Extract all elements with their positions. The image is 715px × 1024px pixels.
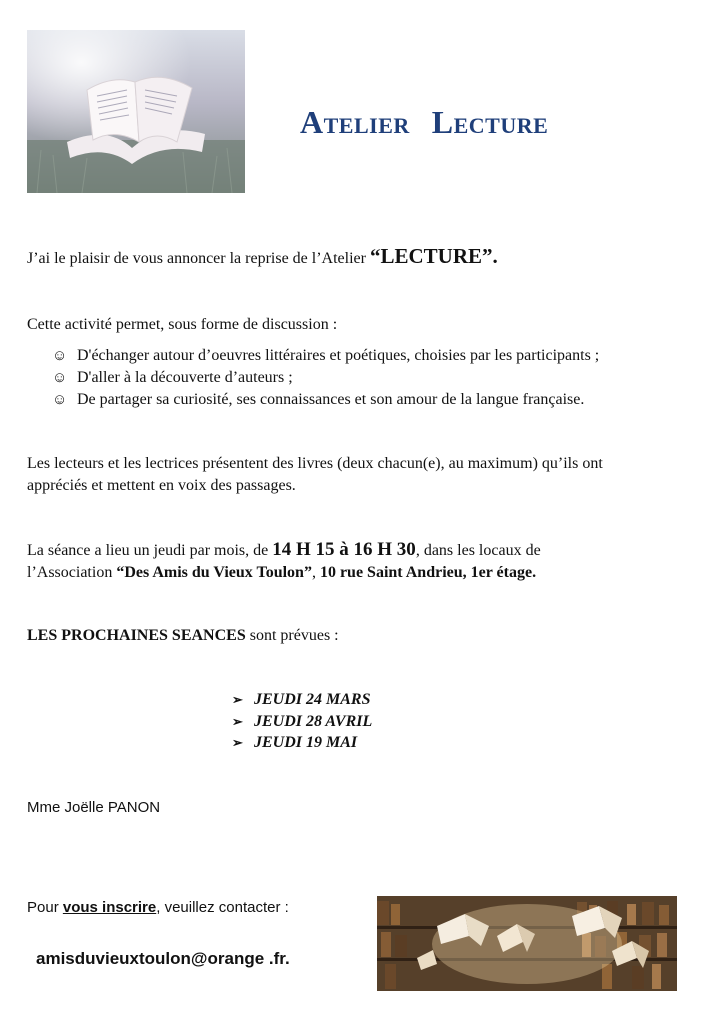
signature: Mme Joëlle PANON	[27, 799, 161, 816]
page-title	[300, 104, 548, 141]
activity-list	[52, 345, 599, 411]
flying-books-photo	[377, 896, 677, 991]
register-prefix: Pour	[27, 899, 63, 916]
list-item	[52, 389, 599, 411]
title-word-atelier: Atelier	[300, 104, 410, 140]
list-item	[232, 711, 372, 733]
session-date: JEUDI 19 MAI	[254, 734, 358, 751]
arrow-icon: ➢	[232, 713, 243, 729]
session-date: JEUDI 28 AVRIL	[254, 712, 373, 730]
contact-email[interactable]: amisduvieuxtoulon@orange .fr.	[36, 949, 290, 968]
session-time: 14 H 15 à 16 H 30	[272, 539, 416, 560]
association-name: “Des Amis du Vieux Toulon”	[116, 564, 312, 581]
register-suffix: , veuillez contacter :	[156, 899, 289, 916]
session-paragraph	[27, 539, 541, 584]
readers-line-2: appréciés et mettent en voix des passages.	[27, 477, 296, 494]
activity-intro: Cette activité permet, sous forme de discussion :	[27, 316, 338, 333]
arrow-icon: ➢	[232, 692, 243, 707]
session-text: , dans les locaux de	[415, 542, 541, 559]
list-item-text: D'aller à la découverte d’auteurs ;	[77, 369, 293, 386]
readers-line-1: Les lecteurs et les lectrices présentent des livres (deux chacun(e), au maximum) qu’ils ont	[27, 455, 603, 472]
register-link[interactable]: vous inscrire	[62, 899, 157, 916]
intro-paragraph	[27, 245, 498, 270]
next-sessions-label: LES PROCHAINES SEANCES	[27, 627, 246, 644]
next-sessions-suffix: sont prévues :	[245, 627, 339, 644]
session-line-1	[27, 539, 541, 562]
open-book-photo	[27, 30, 245, 193]
list-item	[52, 367, 599, 389]
session-text: l’Association	[27, 564, 117, 581]
list-item	[232, 689, 372, 711]
session-text: La séance a lieu un jeudi par mois, de	[27, 542, 273, 559]
title-word-lecture: Lecture	[431, 104, 549, 140]
smiley-icon: ☺	[52, 348, 68, 364]
register-line	[27, 899, 289, 916]
list-item-text: De partager sa curiosité, ses connaissances et son amour de la langue française.	[77, 391, 585, 408]
arrow-icon: ➢	[232, 735, 243, 750]
session-date: JEUDI 24 MARS	[254, 691, 371, 708]
library-illustration	[377, 896, 677, 991]
association-address: 10 rue Saint Andrieu, 1er étage.	[319, 564, 537, 581]
readers-paragraph	[27, 453, 603, 497]
next-sessions-heading	[27, 625, 339, 647]
list-item-text: D'échanger autour d’oeuvres littéraires et poétiques, choisies par les participants ;	[77, 347, 600, 364]
intro-text: J’ai le plaisir de vous annoncer la reprise de l’Atelier	[27, 250, 370, 267]
session-line-2	[27, 562, 541, 584]
session-text: ,	[311, 564, 320, 581]
list-item	[232, 732, 372, 754]
intro-highlight: “LECTURE”.	[369, 244, 498, 268]
open-book-illustration	[27, 30, 245, 193]
list-item	[52, 345, 599, 367]
smiley-icon: ☺	[52, 392, 68, 408]
session-dates-list	[232, 689, 372, 754]
smiley-icon: ☺	[52, 370, 68, 386]
